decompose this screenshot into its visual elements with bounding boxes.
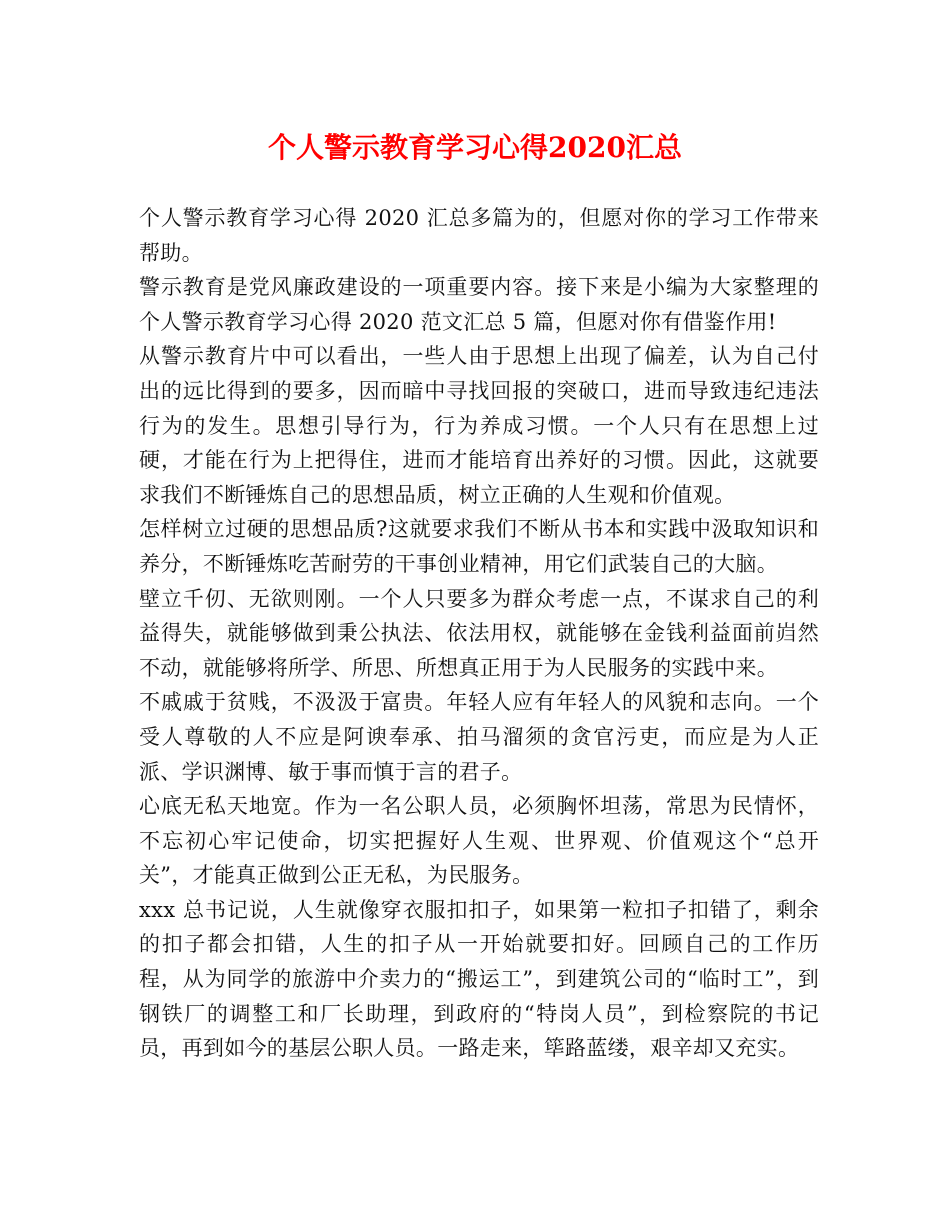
document-body	[139, 201, 819, 1066]
paragraph: 心底无私天地宽。作为一名公职人员，必须胸怀坦荡，常思为民情怀，不忘初心牢记使命，切实把握好人生观、世界观、价值观这个“总开关”，才能真正做到公正无私，为民服务。	[139, 794, 819, 888]
paragraph: 个人警示教育学习心得 2020 汇总多篇为的，但愿对你的学习工作带来帮助。	[139, 206, 819, 265]
document-title: 个人警示教育学习心得2020汇总	[268, 131, 682, 164]
paragraph: 怎样树立过硬的思想品质?这就要求我们不断从书本和实践中汲取知识和养分，不断锤炼吃苦耐劳的干事创业精神，用它们武装自己的大脑。	[139, 517, 819, 576]
paragraph: xxx 总书记说，人生就像穿衣服扣扣子，如果第一粒扣子扣错了，剩余的扣子都会扣错，人生的扣子从一开始就要扣好。回顾自己的工作历程，从为同学的旅游中介卖力的“搬运工”，到建筑公司的“临时工”，到钢铁厂的调整工和厂长助理，到政府的“特岗人员”，到检察院的书记员，再到如今的基层公职人员。一路走来，筚路蓝缕，艰辛却又充实。	[139, 897, 819, 1061]
paragraph: 警示教育是党风廉政建设的一项重要内容。接下来是小编为大家整理的个人警示教育学习心得 2020 范文汇总 5 篇，但愿对你有借鉴作用!	[139, 275, 819, 334]
paragraph: 不戚戚于贫贱，不汲汲于富贵。年轻人应有年轻人的风貌和志向。一个受人尊敬的人不应是阿谀奉承、拍马溜须的贪官污吏，而应是为人正派、学识渊博、敏于事而慎于言的君子。	[139, 690, 819, 784]
paragraph: 壁立千仞、无欲则刚。一个人只要多为群众考虑一点，不谋求自己的利益得失，就能够做到秉公执法、依法用权，就能够在金钱利益面前岿然不动，就能够将所学、所思、所想真正用于为人民服务的实践中来。	[139, 586, 819, 680]
paragraph: 从警示教育片中可以看出，一些人由于思想上出现了偏差，认为自己付出的远比得到的要多，因而暗中寻找回报的突破口，进而导致违纪违法行为的发生。思想引导行为，行为养成习惯。一个人只有在思想上过硬，才能在行为上把得住，进而才能培育出养好的习惯。因此，这就要求我们不断锤炼自己的思想品质，树立正确的人生观和价值观。	[139, 344, 819, 507]
